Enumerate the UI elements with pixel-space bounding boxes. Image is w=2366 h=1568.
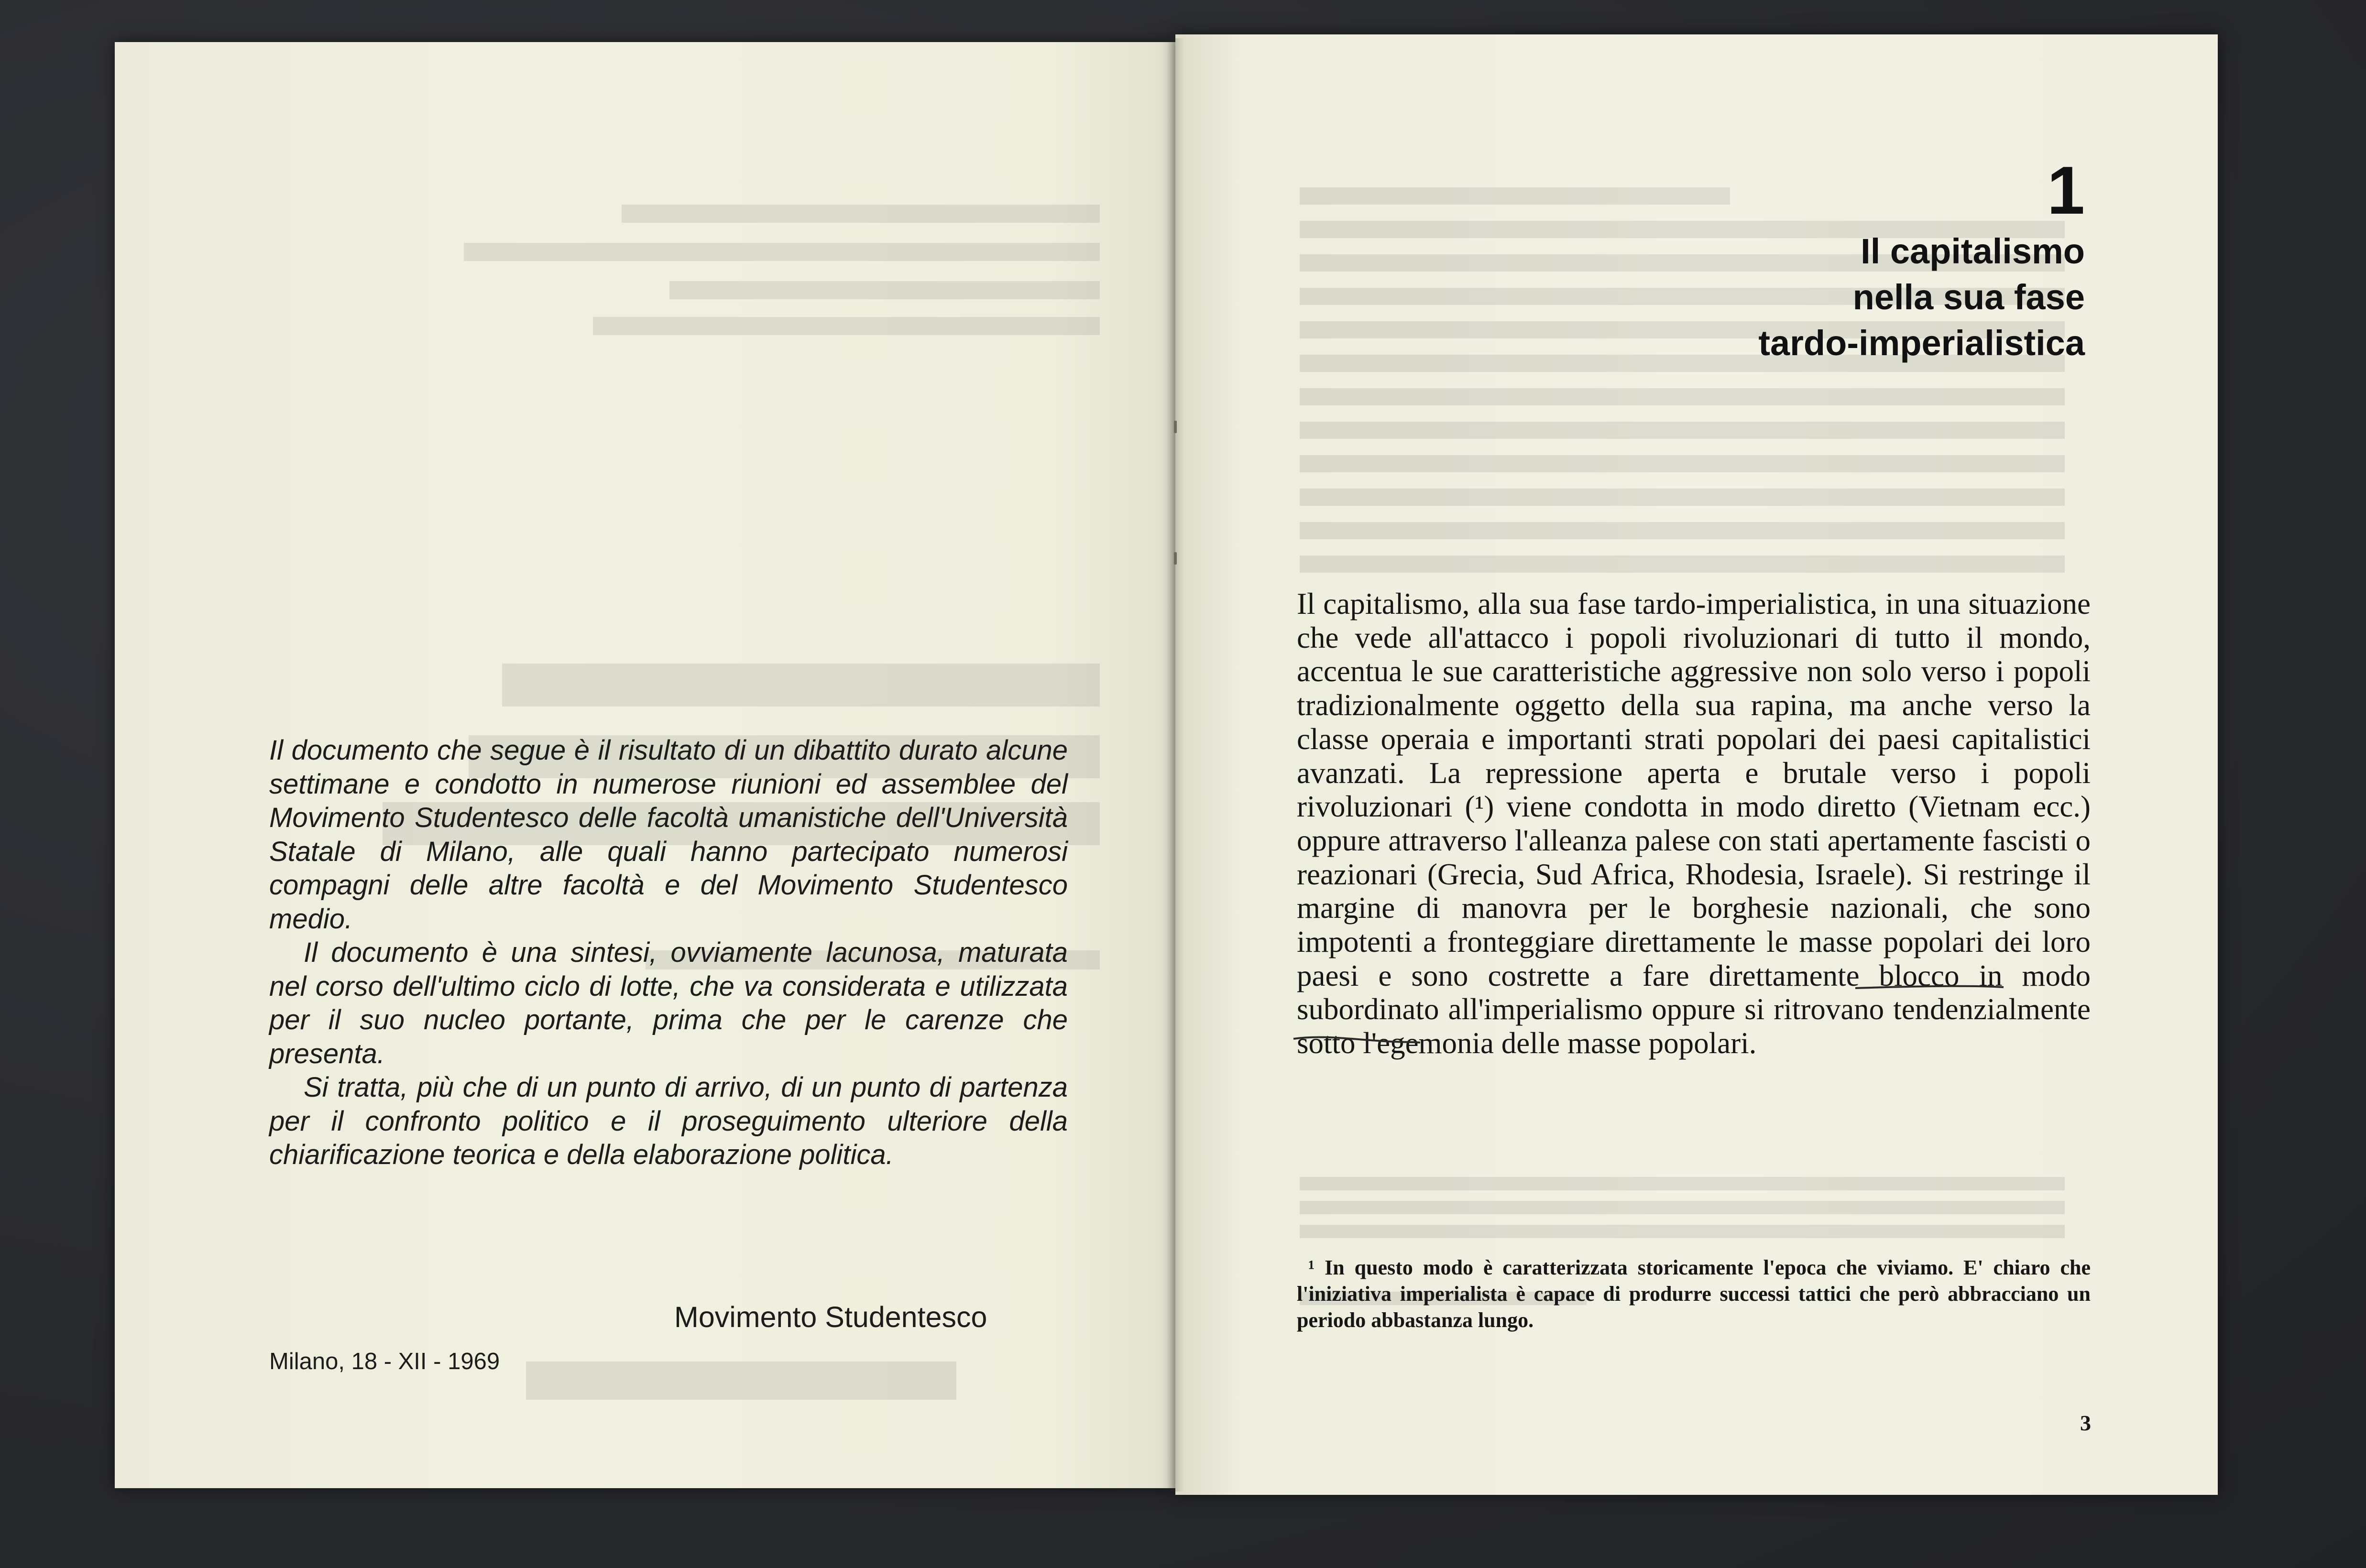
- ghost-line: [1300, 1225, 2065, 1238]
- chapter-title-line-2: nella sua fase: [1852, 277, 2085, 317]
- ghost-line: [669, 281, 1100, 299]
- chapter-number: 1: [2047, 152, 2085, 229]
- footnote-text: ¹ In questo modo è caratterizzata storicamente l'epoca che viviamo. E' chiaro che l'iniziativa imperialista è capace di produrre successi tattici che però abbracciano un periodo abbastanza lungo.: [1297, 1256, 2091, 1332]
- staple-bottom: [1174, 552, 1177, 565]
- ghost-line: [1300, 555, 2065, 573]
- book-gutter: [1167, 38, 1184, 1492]
- ghost-line: [526, 1361, 956, 1400]
- ghost-line: [593, 317, 1100, 335]
- left-page-text: [269, 734, 1068, 1172]
- ghost-line: [622, 205, 1100, 223]
- ghost-line: [1300, 455, 2065, 472]
- ghost-line: [502, 664, 1100, 707]
- ghost-line: [1300, 1177, 2065, 1190]
- ghost-line: [1300, 388, 2065, 405]
- chapter-title-line-1: Il capitalismo: [1861, 231, 2085, 271]
- chapter-title: [1549, 229, 2085, 366]
- ghost-line: [1300, 522, 2065, 539]
- dateline: Milano, 18 - XII - 1969: [269, 1349, 500, 1374]
- ghost-line: [1300, 187, 1730, 205]
- body-paragraph: Il capitalismo, alla sua fase tardo-imperialistica, in una situazione che vede all'attacco i popoli rivoluzionari di tutto il mondo, accentua le sue caratteristiche aggressive non solo verso i popoli tradizionalmente oggetto della sua rapina, ma anche verso la classe operaia e importanti strati popolari dei paesi capitalistici avanzati. La repressione aperta e brutale verso i popoli rivoluzionari (¹) viene condotta in modo diretto (Vietnam ecc.) oppure attraverso l'alleanza palese con stati apertamente fascisti o reazionari (Grecia, Sud Africa, Rhodesia, Israele). Si restringe il margine di manovra per le borghesie nazionali, che sono impotenti a fronteggiare direttamente le masse popolari dei loro paesi e sono costrette a fare direttamente blocco in modo subordinato all'imperialismo oppure si ritrovano tendenzialmente sotto l'egemonia delle masse popolari.: [1297, 587, 2091, 1060]
- staple-top: [1174, 421, 1177, 433]
- page-number: 3: [2080, 1411, 2091, 1435]
- footnote: [1297, 1254, 2091, 1333]
- chapter-title-line-3: tardo-imperialistica: [1758, 323, 2085, 363]
- intro-paragraph-1: Il documento che segue è il risultato di un dibattito durato alcune settimane e condotto in numerose riunioni ed assemblee del Movimento Studentesco delle facoltà umanistiche dell'Università Statale di Milano, alle quali hanno partecipato numerosi compagni delle altre facoltà e del Movimento Studentesco medio.: [269, 735, 1068, 935]
- ghost-line: [1300, 1201, 2065, 1214]
- intro-paragraph-2: Il documento è una sintesi, ovviamente lacunosa, maturata nel corso dell'ultimo ciclo di lotte, che va considerata e utilizzata per il suo nucleo portante, prima che per le carenze che presenta.: [269, 937, 1068, 1069]
- intro-paragraph-3: Si tratta, più che di un punto di arrivo, di un punto di partenza per il confronto politico e il proseguimento ulteriore della chiarificazione teorica e della elaborazione politica.: [269, 1072, 1068, 1170]
- ghost-line: [464, 243, 1100, 261]
- ghost-line: [1300, 422, 2065, 439]
- signature: Movimento Studentesco: [674, 1301, 987, 1333]
- ghost-line: [1300, 489, 2065, 506]
- chapter-body: [1297, 587, 2091, 1060]
